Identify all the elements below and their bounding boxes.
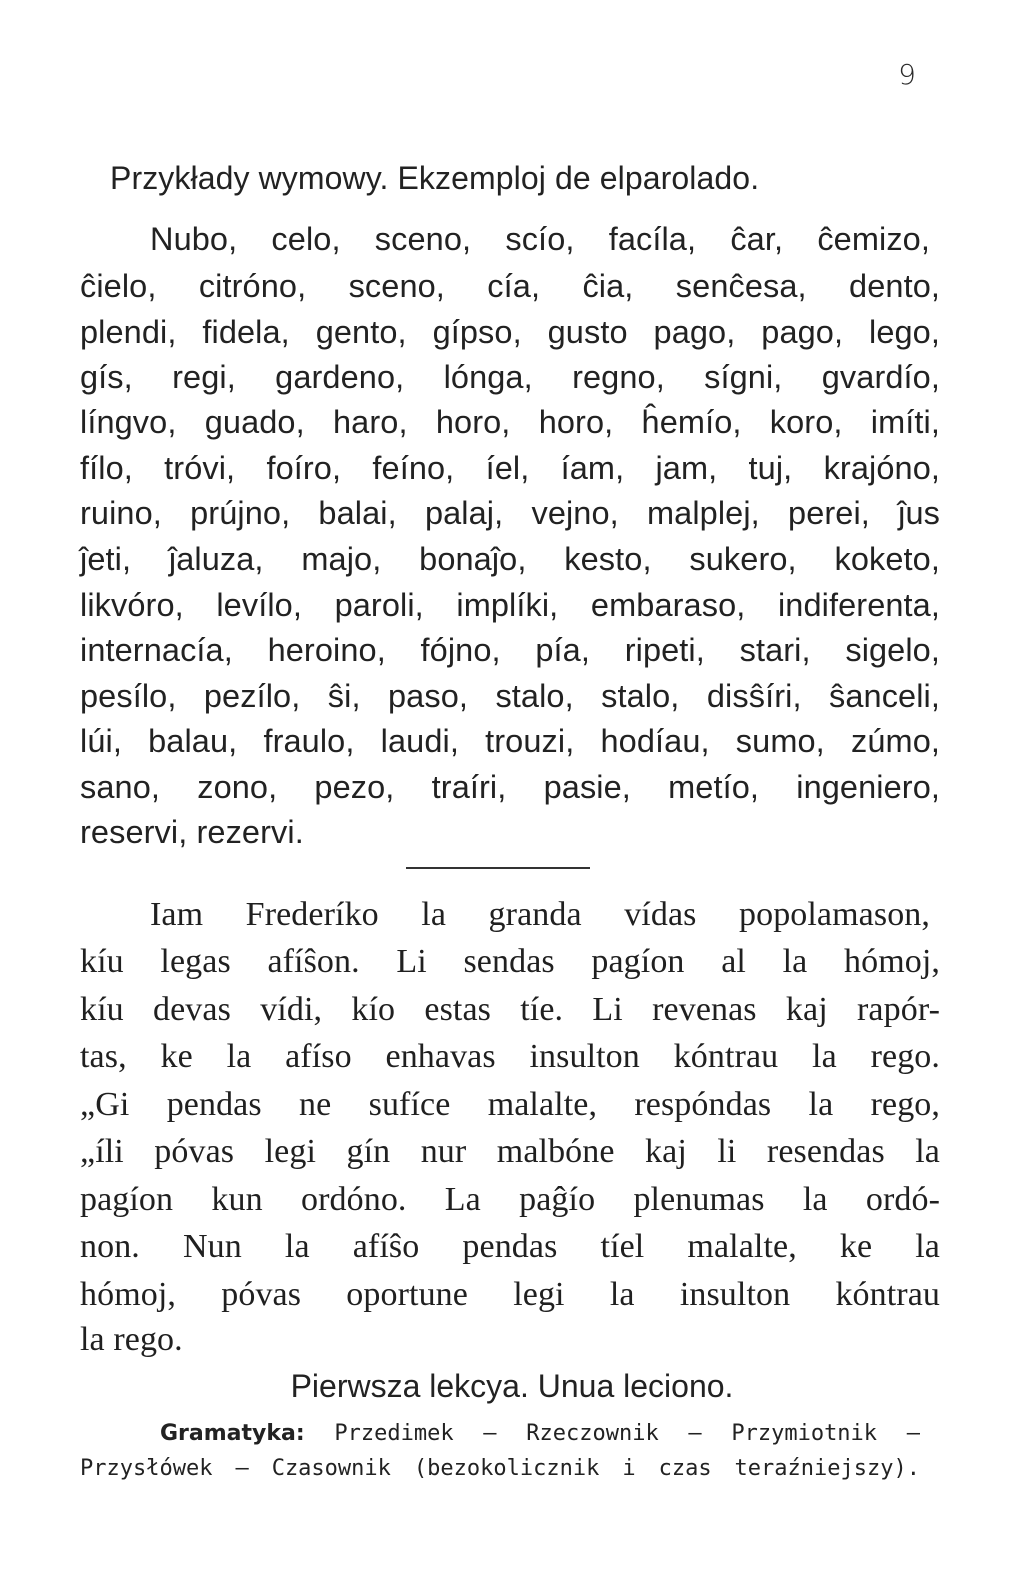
story-line: „íli póvas legi gín nur malbóne kaj li resendas la: [80, 1133, 940, 1170]
text-line: plendi, fidela, gento, gípso, gusto pago, pago, lego,: [80, 314, 940, 350]
story-line: kíu legas afíŝon. Li sendas pagíon al la hómoj,: [80, 943, 940, 980]
text-line: reservi, rezervi.: [80, 814, 304, 850]
story-line: „Gi pendas ne sufíce malalte, respóndas la rego,: [80, 1086, 940, 1123]
text-line: likvóro, levílo, paroli, implíki, embaraso, indiferenta,: [80, 587, 940, 623]
text-line: pesílo, pezílo, ŝi, paso, stalo, stalo, disŝíri, ŝanceli,: [80, 678, 940, 714]
story-line: hómoj, póvas oportune legi la insulton kóntrau: [80, 1276, 940, 1313]
text-line: lúi, balau, fraulo, laudi, trouzi, hodíau, sumo, zúmo,: [80, 723, 940, 759]
story-line: kíu devas vídi, kío estas tíe. Li revenas kaj rapór-: [80, 991, 940, 1028]
grammar-topics-2: Przysłówek — Czasownik (bezokolicznik i czas teraźniejszy).: [80, 1456, 920, 1481]
grammar-label: Gramatyka:: [160, 1421, 305, 1446]
text-line: sano, zono, pezo, traíri, pasie, metío, ingeniero,: [80, 769, 940, 805]
grammar-topics-1: Przedimek — Rzeczownik — Przymiotnik —: [334, 1421, 920, 1446]
lesson-title: Pierwsza lekcya. Unua leciono.: [290, 1368, 734, 1404]
divider-rule: [406, 867, 590, 869]
grammar-line-1: [160, 1419, 920, 1449]
text-line: Nubo, celo, sceno, scío, facíla, ĉar, ĉemizo,: [150, 221, 930, 257]
story-line: tas, ke la afíso enhavas insulton kóntrau la rego.: [80, 1038, 940, 1075]
text-line: ĉielo, citróno, sceno, cía, ĉia, senĉesa, dento,: [80, 268, 940, 304]
text-line: língvo, guado, haro, horo, horo, ĥemío, koro, imíti,: [80, 404, 940, 440]
story-line: Iam Frederíko la granda vídas popolamason,: [150, 896, 930, 933]
page-number: 9: [898, 58, 916, 91]
text-line: internacía, heroino, fójno, pía, ripeti, stari, sigelo,: [80, 632, 940, 668]
story-line: non. Nun la afíŝo pendas tíel malalte, ke la: [80, 1228, 940, 1265]
text-line: ruino, prújno, balai, palaj, vejno, malplej, perei, ĵus: [80, 495, 940, 531]
text-line: gís, regi, gardeno, lónga, regno, sígni, gvardío,: [80, 359, 940, 395]
story-line: pagíon kun ordóno. La paĝío plenumas la ordó-: [80, 1181, 940, 1218]
section-heading: Przykłady wymowy. Ekzemploj de elparolado.: [110, 160, 760, 196]
text-line: fílo, tróvi, foíro, feíno, íel, íam, jam, tuj, krajóno,: [80, 450, 940, 486]
story-line: la rego.: [80, 1321, 183, 1358]
text-line: ĵeti, ĵaluza, majo, bonaĵo, kesto, sukero, koketo,: [80, 541, 940, 577]
